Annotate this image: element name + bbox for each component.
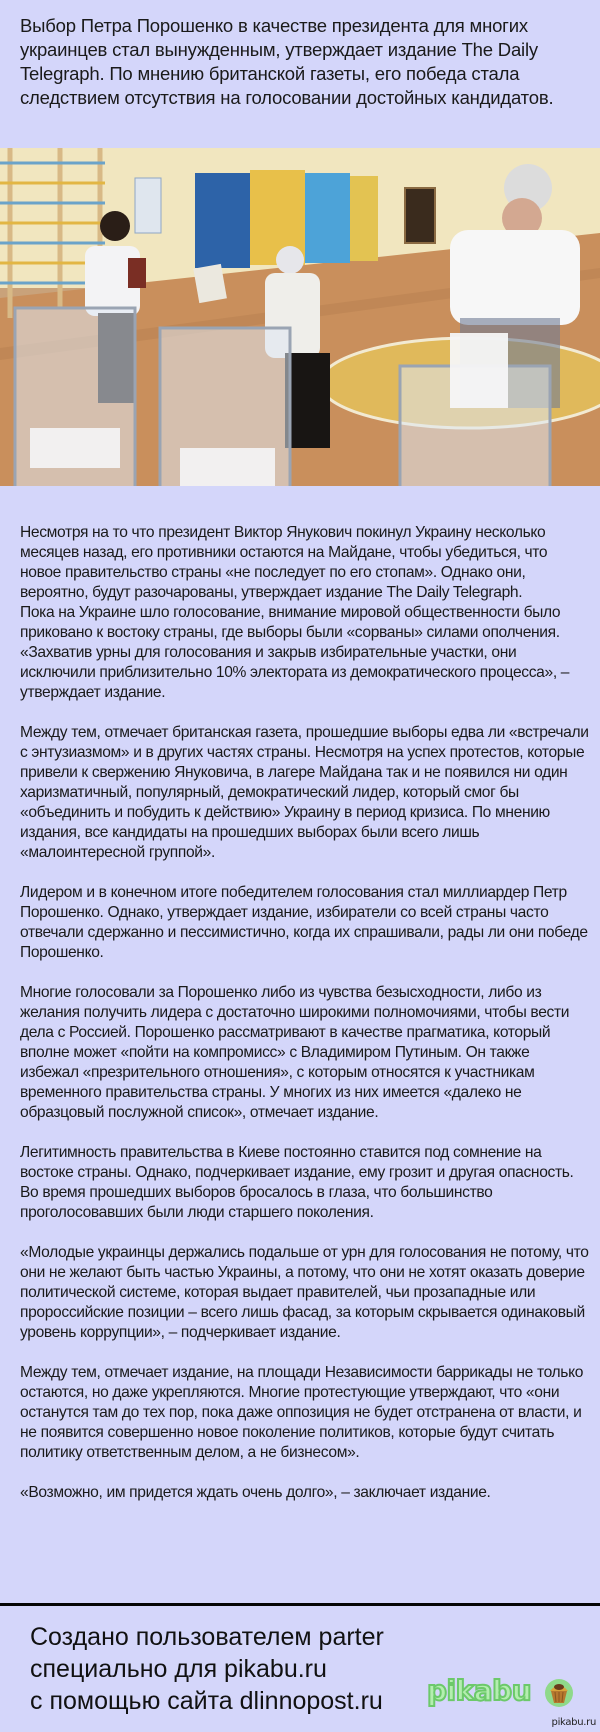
pikabu-logo-text: pikabu: [427, 1674, 532, 1707]
credit-line-tool: с помощью сайта dlinnopost.ru: [30, 1687, 383, 1715]
lead-paragraph: Выбор Петра Порошенко в качестве президента для многих украинцев стал вынужденным, утверждает издание The Daily Telegraph. По мнению британской газеты, его победа стала следствием отсутствия на голосовании достойных кандидатов.: [20, 15, 554, 108]
article-paragraph: Легитимность правительства в Киеве постоянно ставится под сомнение на востоке страны. Однако, подчеркивает издание, ему грозит и другая опасность. Во время прошедших выборов бросалось в глаза, что большинство проголосовавших были люди старшего поколения.: [20, 1144, 574, 1221]
article-paragraph: Пока на Украине шло голосование, внимание мировой общественности было приковано к востоку страны, где выборы были «сорваны» силами ополчения. «Захватив урны для голосования и закрыв избирательные участки, они исключили приблизительно 10% электората из демократического процесса», – утверждает издание.: [20, 604, 570, 701]
pikabu-logo: [423, 1674, 573, 1712]
article-paragraph: «Молодые украинцы держались подальше от урн для голосования не потому, что они не желают быть частью Украины, а потому, что они не хотят оказать доверие политической системе, которая выдает правителей, чьи прозападные или пророссийские позиции – всего лишь фасад, за которым скрывается одинаковый уровень коррупции», – подчеркивает издание.: [20, 1244, 589, 1341]
muffin-icon: [544, 1678, 574, 1708]
article-paragraph: Лидером и в конечном итоге победителем голосования стал миллиардер Петр Порошенко. Однако, утверждает издание, избиратели со всей страны часто отвечали сдержанно и пессимистично, когда их спрашивали, рады ли они победе Порошенко.: [20, 884, 588, 961]
article-paragraph: Несмотря на то что президент Виктор Янукович покинул Украину несколько месяцев назад, его противники остаются на Майдане, чтобы убедиться, что новое правительство страны «не последует по его стопам». Однако они, вероятно, будут разочарованы, утверждает издание The Daily Telegraph.: [20, 524, 548, 601]
article-paragraph: Многие голосовали за Порошенко либо из чувства безысходности, либо из желания получить лидера с достаточно широкими полномочиями, чтобы вести дела с Россией. Порошенко рассматривают в качестве прагматика, который вполне может «пойти на компромисс» с Владимиром Путиным. Он также избежал «презрительного отношения», с которым относятся к участникам временного правительства страны. У многих из них имеется «далеко не образцовый послужной список», отмечает издание.: [20, 984, 570, 1121]
article-paragraph: Между тем, отмечает британская газета, прошедшие выборы едва ли «встречали с энтузиазмом» и в других частях страны. Несмотря на успех протестов, которые привели к свержению Януковича, в лагере Майдана так и не появился ни один харизматичный, популярный, демократический лидер, который смог бы «объединить и побудить к действию» Украину в период кризиса. По мнению издания, все кандидаты на прошедших выборах были всего лишь «малоинтересной группой».: [20, 724, 589, 861]
footer-credits: [30, 1621, 384, 1717]
credit-line-author: Создано пользователем parter: [30, 1623, 384, 1651]
voting-photo: [0, 148, 600, 486]
watermark: pikabu.ru: [551, 1717, 596, 1728]
footer-divider: [0, 1603, 600, 1606]
photo-illustration: [0, 148, 600, 486]
article-paragraph: «Возможно, им придется ждать очень долго», – заключает издание.: [20, 1484, 491, 1501]
article-paragraph: Между тем, отмечает издание, на площади Независимости баррикады не только остаются, но даже укрепляются. Многие протестующие утверждают, что «они останутся там до тех пор, пока даже оппозиция не будет отстранена от власти, и не появится совершенно новое поколение политиков, которые будут считать политику ответственным делом, а не бизнесом».: [20, 1364, 584, 1461]
article-body: [20, 523, 590, 1523]
credit-line-site: специально для pikabu.ru: [30, 1655, 327, 1683]
